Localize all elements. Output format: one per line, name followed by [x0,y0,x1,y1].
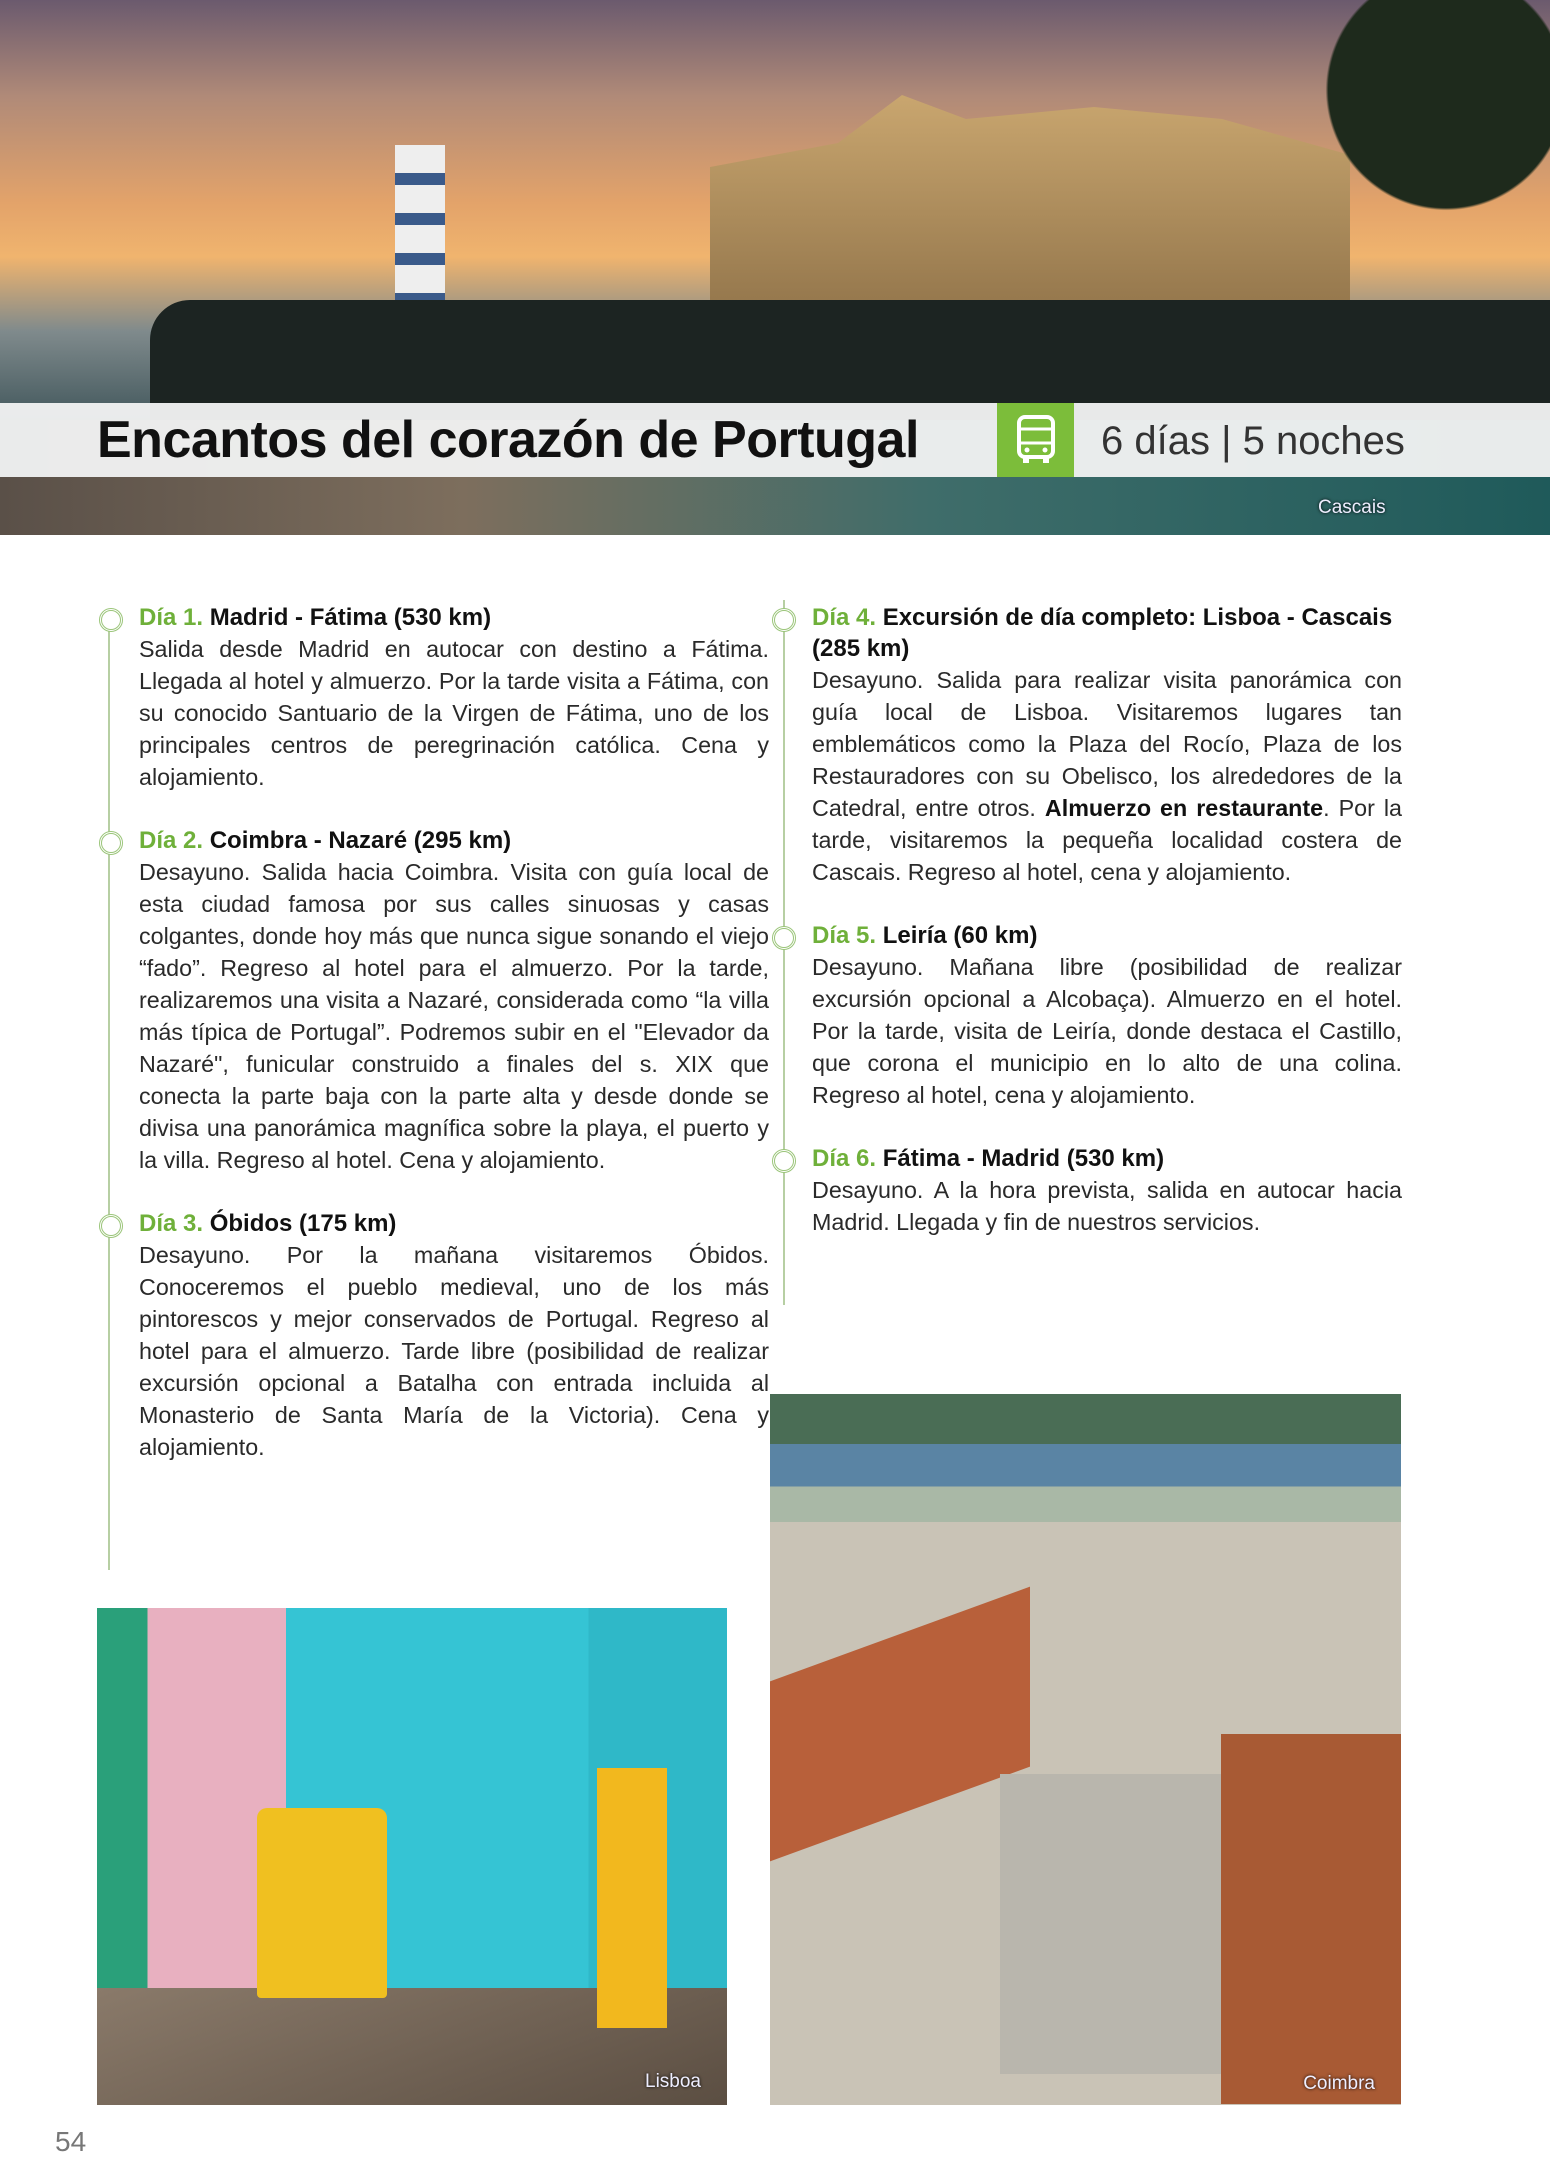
timeline-dot-icon [772,1149,796,1173]
timeline-dot-icon [772,926,796,950]
timeline-dot-icon [99,1214,123,1238]
timeline-dot-icon [99,831,123,855]
page-title: Encantos del corazón de Portugal [97,411,919,469]
itinerary-left-column [139,602,769,1495]
photo-lisboa-tram [97,1608,727,2105]
lighthouse [395,145,445,315]
day-title: Fátima - Madrid (530 km) [882,1145,1165,1172]
photo-caption-coimbra: Coimbra [1303,2073,1375,2094]
day-item: Día 2. Coimbra - Nazaré (295 km) Desayuno. Salida hacia Coimbra. Visita con guía local de esta ciudad famosa por sus calles sinuosas y casas colgantes, donde hoy más que nunca sigue sonando el viejo “fado”. Regreso al hotel para el almuerzo. Por la tarde, realizaremos una visita a Nazaré, considerada como “la villa más típica de Portugal”. Podremos subir en el "Elevador da Nazaré", funicular construido a finales del s. XIX que conecta la parte baja con la parte alta y desde donde se divisa una panorámica magnífica sobre la playa, el puerto y la villa. Regreso al hotel. Cena y alojamiento. [139,825,769,1176]
day-description: Desayuno. A la hora prevista, salida en autocar hacia Madrid. Llegada y fin de nuestros servicios. [812,1177,1402,1235]
timeline-dot-icon [99,608,123,632]
day-item: Día 1. Madrid - Fátima (530 km) Salida desde Madrid en autocar con destino a Fátima. Llegada al hotel y almuerzo. Por la tarde visita a Fátima, con su conocido Santuario de la Virgen de Fátima, uno de los principales centros de peregrinación católica. Cena y alojamiento. [139,602,769,793]
day-title: Óbidos (175 km) [209,1210,397,1237]
day-item: Día 6. Fátima - Madrid (530 km) Desayuno. A la hora prevista, salida en autocar hacia Madrid. Llegada y fin de nuestros servicios. [812,1143,1402,1238]
day-title: Excursión de día completo: Lisboa - Cascais (285 km) [812,604,1393,662]
palace-building [710,95,1350,335]
bus-icon [997,403,1074,477]
day-description: Desayuno. Mañana libre (posibilidad de realizar excursión opcional a Alcobaça). Almuerzo en el hotel. Por la tarde, visita de Leiría, donde destaca el Castillo, que corona el municipio en lo alto de una colina. Regreso al hotel, cena y alojamiento. [812,954,1402,1108]
itinerary-right-column [812,602,1402,1270]
day-item: Día 3. Óbidos (175 km) Desayuno. Por la mañana visitaremos Óbidos. Conoceremos el pueblo medieval, uno de los más pintorescos y mejor conservados de Portugal. Regreso al hotel para el almuerzo. Tarde libre (posibilidad de realizar excursión opcional a Batalha con entrada incluida al Monasterio de Santa María de la Victoria). Cena y alojamiento. [139,1208,769,1463]
timeline-line [108,625,110,1570]
timeline-line [783,600,785,1305]
photo-coimbra-university [770,1394,1401,2105]
day-description: Desayuno. Por la mañana visitaremos Óbidos. Conoceremos el pueblo medieval, uno de los más pintorescos y mejor conservados de Portugal. Regreso al hotel para el almuerzo. Tarde libre (posibilidad de realizar excursión opcional a Batalha con entrada incluida al Monasterio de Santa María de la Victoria). Cena y alojamiento. [139,1242,769,1460]
photo-caption-cascais: Cascais [1318,497,1386,518]
photo-caption-lisboa: Lisboa [645,2071,701,2092]
day-title: Madrid - Fátima (530 km) [209,604,492,631]
day-description: Desayuno. Salida hacia Coimbra. Visita con guía local de esta ciudad famosa por sus calles sinuosas y casas colgantes, donde hoy más que nunca sigue sonando el viejo “fado”. Regreso al hotel para el almuerzo. Por la tarde, realizaremos una visita a Nazaré, considerada como “la villa más típica de Portugal”. Podremos subir en el "Elevador da Nazaré", funicular construido a finales del s. XIX que conecta la parte baja con la parte alta y desde donde se divisa una panorámica magnífica sobre la playa, el puerto y la villa. Regreso al hotel. Cena y alojamiento. [139,859,769,1173]
day-item: Día 5. Leiría (60 km) Desayuno. Mañana libre (posibilidad de realizar excursión opcional a Alcobaça). Almuerzo en el hotel. Por la tarde, visita de Leiría, donde destaca el Castillo, que corona el municipio en lo alto de una colina. Regreso al hotel, cena y alojamiento. [812,920,1402,1111]
timeline-dot-icon [772,608,796,632]
day-description: Salida desde Madrid en autocar con destino a Fátima. Llegada al hotel y almuerzo. Por la tarde visita a Fátima, con su conocido Santuario de la Virgen de Fátima, uno de los principales centros de peregrinación católica. Cena y alojamiento. [139,636,769,790]
day-item: Día 4. Excursión de día completo: Lisboa - Cascais (285 km) Desayuno. Salida para realizar visita panorámica con guía local de Lisboa. Visitaremos lugares tan emblemáticos como la Plaza del Rocío, Plaza de los Restauradores con su Obelisco, los alrededores de la Catedral, entre otros. Almuerzo en restaurante. Por la tarde, visitaremos la pequeña localidad costera de Cascais. Regreso al hotel, cena y alojamiento. [812,602,1402,888]
day-description: Desayuno. Salida para realizar visita panorámica con guía local de Lisboa. Visitaremos lugares tan emblemáticos como la Plaza del Rocío, Plaza de los Restauradores con su Obelisco, los alrededores de la Catedral, entre otros. Almuerzo en restaurante. Por la tarde, visitaremos la pequeña localidad costera de Cascais. Regreso al hotel, cena y alojamiento. [812,667,1402,885]
tram [257,1808,387,1998]
trip-duration: 6 días | 5 noches [1101,419,1405,463]
day-title: Leiría (60 km) [882,922,1038,949]
page-number: 54 [55,2126,87,2157]
day-title: Coimbra - Nazaré (295 km) [209,827,512,854]
